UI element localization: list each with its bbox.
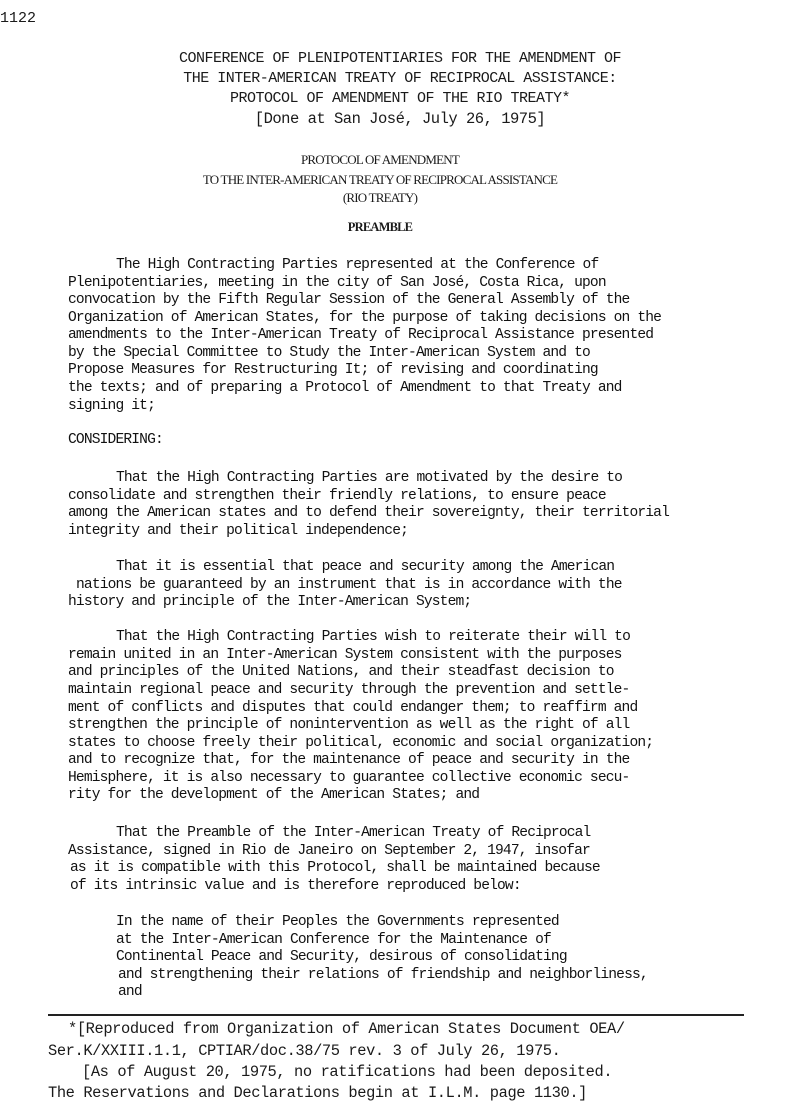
text-line: That the High Contracting Parties wish to reiterate their will to [116, 629, 630, 645]
text-line: Hemisphere, it is also necessary to guarantee collective economic secu- [68, 770, 630, 786]
text-line: and to recognize that, for the maintenance of peace and security in the [68, 752, 630, 768]
title-date-line: [Done at San José, July 26, 1975] [254, 110, 546, 128]
text-line: That the Preamble of the Inter-American Treaty of Reciprocal [116, 825, 591, 841]
text-line: states to choose freely their political, economic and social organization; [68, 735, 654, 751]
considering-heading: CONSIDERING: [68, 432, 163, 448]
text-line: signing it; [68, 398, 155, 414]
text-line: rity for the development of the American States; and [68, 787, 480, 803]
footnote-line: *[Reproduced from Organization of American States Document OEA/ [68, 1020, 625, 1038]
text-line: Plenipotentiaries, meeting in the city of San José, Costa Rica, upon [68, 275, 606, 291]
page-number: 1122 [0, 10, 37, 27]
text-line: ment of conflicts and disputes that could endanger them; to reaffirm and [68, 700, 638, 716]
title-line: CONFERENCE OF PLENIPOTENTIARIES FOR THE AMENDMENT OF [178, 50, 622, 67]
text-line: convocation by the Fifth Regular Session of the General Assembly of the [68, 292, 630, 308]
text-line: amendments to the Inter-American Treaty of Reciprocal Assistance presented [68, 327, 654, 343]
text-line: by the Special Committee to Study the Inter-American System and to [68, 345, 590, 361]
title-line: THE INTER-AMERICAN TREATY OF RECIPROCAL ASSISTANCE: [183, 70, 617, 87]
title-line: PROTOCOL OF AMENDMENT OF THE RIO TREATY* [229, 90, 571, 107]
text-line: the texts; and of preparing a Protocol of Amendment to that Treaty and [68, 380, 622, 396]
text-line: maintain regional peace and security through the prevention and settle- [68, 682, 630, 698]
protocol-heading-line: (RIO TREATY) [342, 190, 418, 205]
text-line: That the High Contracting Parties are motivated by the desire to [116, 470, 623, 486]
text-line: Assistance, signed in Rio de Janeiro on September 2, 1947, insofar [68, 843, 590, 859]
text-line: and strengthening their relations of friendship and neighborliness, [118, 967, 648, 983]
text-line: Organization of American States, for the purpose of taking decisions on the [68, 310, 662, 326]
text-line: and [118, 984, 142, 1000]
text-line: integrity and their political independence; [68, 523, 409, 539]
footnote-divider [48, 1014, 744, 1016]
text-line: nations be guaranteed by an instrument that is in accordance with the [76, 577, 622, 593]
text-line: among the American states and to defend their sovereignty, their territorial [68, 505, 669, 521]
protocol-heading-line: PROTOCOL OF AMENDMENT [301, 152, 459, 167]
text-line: Continental Peace and Security, desirous of consolidating [116, 949, 567, 965]
text-line: and principles of the United Nations, and their steadfast decision to [68, 664, 614, 680]
text-line: That it is essential that peace and security among the American [116, 559, 615, 575]
footnote-line: [As of August 20, 1975, no ratifications had been deposited. [82, 1063, 613, 1081]
text-line: of its intrinsic value and is therefore reproduced below: [70, 878, 521, 894]
footnote-line: Ser.K/XXIII.1.1, CPTIAR/doc.38/75 rev. 3 of July 26, 1975. [48, 1042, 561, 1060]
text-line: Propose Measures for Restructuring It; of revising and coordinating [68, 362, 598, 378]
text-line: at the Inter-American Conference for the Maintenance of [116, 932, 551, 948]
text-line: remain united in an Inter-American System consistent with the purposes [68, 647, 622, 663]
text-line: history and principle of the Inter-American System; [68, 594, 472, 610]
text-line: strengthen the principle of nonintervention as well as the right of all [68, 717, 630, 733]
text-line: The High Contracting Parties represented at the Conference of [116, 257, 599, 273]
text-line: consolidate and strengthen their friendly relations, to ensure peace [68, 488, 606, 504]
footnote-line: The Reservations and Declarations begin at I.L.M. page 1130.] [48, 1084, 587, 1102]
text-line: as it is compatible with this Protocol, shall be maintained because [70, 860, 600, 876]
text-line: In the name of their Peoples the Governments represented [116, 914, 559, 930]
preamble-heading: PREAMBLE [347, 220, 413, 234]
protocol-heading-line: TO THE INTER-AMERICAN TREATY OF RECIPROCAL ASSISTANCE [202, 172, 558, 187]
